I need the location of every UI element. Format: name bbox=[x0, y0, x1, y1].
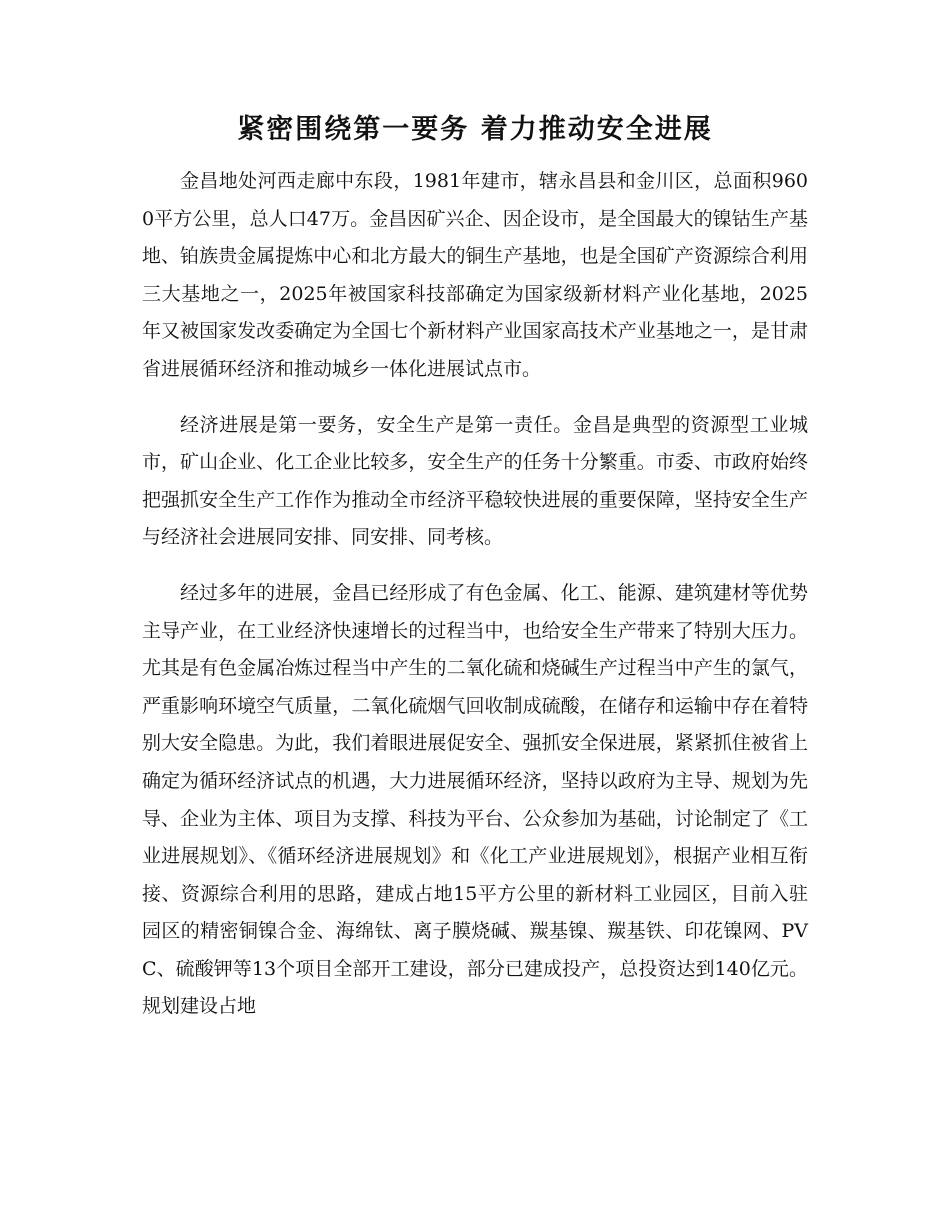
paragraph-industry-development: 经过多年的进展，金昌已经形成了有色金属、化工、能源、建筑建材等优势主导产业，在工业经济快速增长的过程当中，也给安全生产带来了特别大压力。尤其是有色金属冶炼过程当中产生的二氧化硫和烧碱生产过程当中产生的氯气，严重影响环境空气质量，二氧化硫烟气回收制成硫酸，在储存和运输中存在着特别大安全隐患。为此，我们着眼进展促安全、强抓安全保进展，紧紧抓住被省上确定为循环经济试点的机遇，大力进展循环经济，坚持以政府为主导、规划为先导、企业为主体、项目为支撑、科技为平台、公众参加为基础，讨论制定了《工业进展规划》、《循环经济进展规划》和《化工产业进展规划》，根据产业相互衔接、资源综合利用的思路，建成占地15平方公里的新材料工业园区，目前入驻园区的精密铜镍合金、海绵钛、离子膜烧碱、羰基镍、羰基铁、印花镍网、PVC、硫酸钾等13个项目全部开工建设，部分已建成投产，总投资达到140亿元。规划建设占地 bbox=[142, 581, 808, 1018]
document-body bbox=[142, 163, 808, 1026]
paragraph-intro: 金昌地处河西走廊中东段，1981年建市，辖永昌县和金川区，总面积9600平方公里，总人口47万。金昌因矿兴企、因企设市，是全国最大的镍钴生产基地、铂族贵金属提炼中心和北方最大的铜生产基地，也是全国矿产资源综合利用三大基地之一，2025年被国家科技部确定为国家级新材料产业化基地，2025年又被国家发改委确定为全国七个新材料产业国家高技术产业基地之一，是甘肃省进展循环经济和推动城乡一体化进展试点市。 bbox=[142, 170, 808, 380]
document-title: 紧密围绕第一要务 着力推动安全进展 bbox=[237, 114, 713, 145]
paragraph-safety-responsibility: 经济进展是第一要务，安全生产是第一责任。金昌是典型的资源型工业城市，矿山企业、化工企业比较多，安全生产的任务十分繁重。市委、市政府始终把强抓安全生产工作作为推动全市经济平稳较快进展的重要保障，坚持安全生产与经济社会进展同安排、同安排、同考核。 bbox=[142, 413, 808, 549]
